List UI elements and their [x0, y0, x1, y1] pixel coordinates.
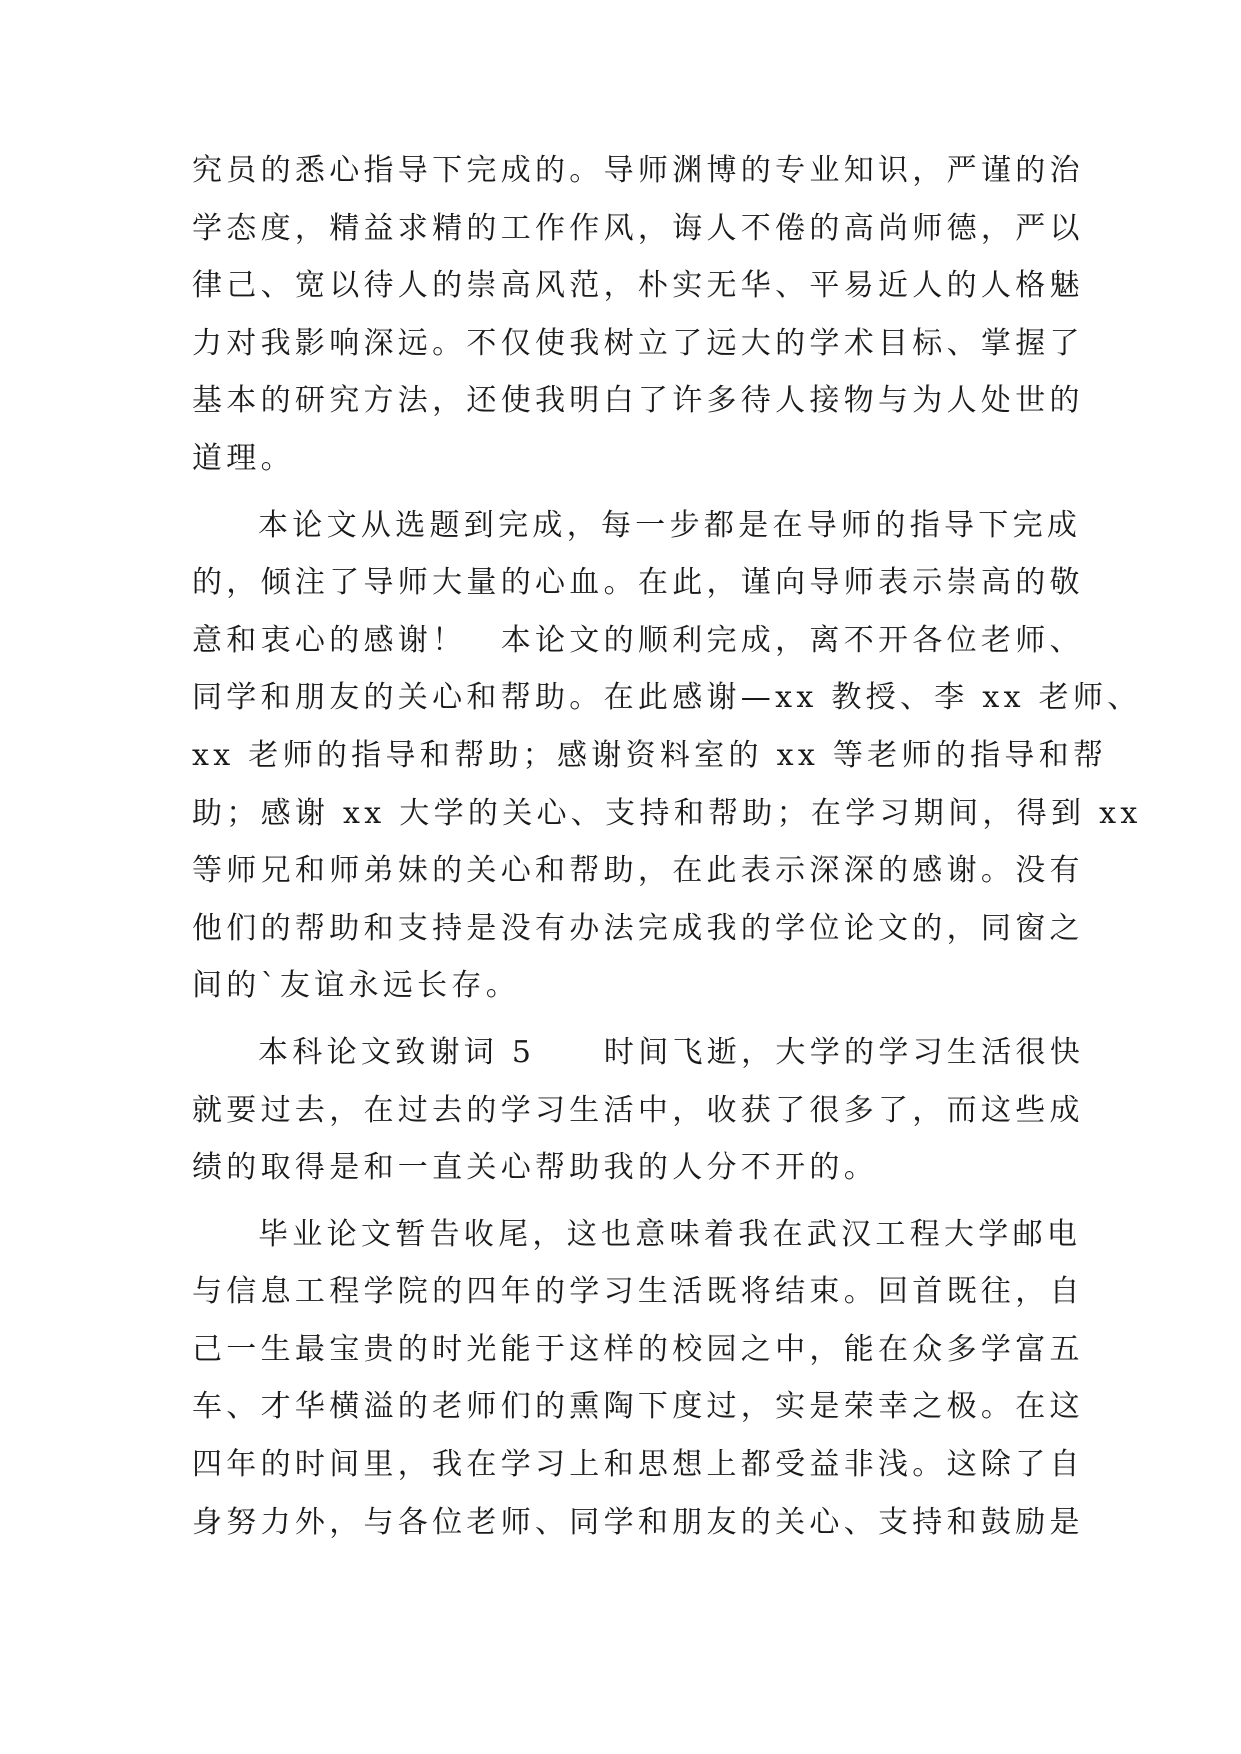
text-line: 的，倾注了导师大量的心血。在此，谨向导师表示崇高的敬 — [192, 565, 1084, 601]
text-line: 助；感谢 xx 大学的关心、支持和帮助；在学习期间，得到 xx — [192, 795, 1142, 831]
paragraph-gap — [192, 1197, 1072, 1206]
text-line: 间的`友谊永远长存。 — [192, 968, 520, 1004]
text-line: 他们的帮助和支持是没有办法完成我的学位论文的，同窗之 — [192, 910, 1084, 946]
text-line: 同学和朋友的关心和帮助。在此感谢—xx 教授、李 xx 老师、 — [192, 680, 1142, 716]
paragraph-2 — [192, 497, 1142, 1015]
text-line: 学态度，精益求精的工作作风，诲人不倦的高尚师德，严以 — [192, 210, 1084, 246]
paragraph-1 — [192, 142, 1084, 488]
text-line: 身努力外，与各位老师、同学和朋友的关心、支持和鼓励是 — [192, 1504, 1084, 1540]
text-line: 究员的悉心指导下完成的。导师渊博的专业知识，严谨的治 — [192, 153, 1084, 188]
text-line: 道理。 — [192, 440, 295, 476]
paragraph-gap — [192, 1015, 1072, 1024]
text-line: 绩的取得是和一直关心帮助我的人分不开的。 — [192, 1150, 878, 1186]
paragraph-4 — [192, 1206, 1084, 1552]
text-line: xx 老师的指导和帮助；感谢资料室的 xx 等老师的指导和帮 — [192, 737, 1108, 773]
text-line: 车、才华横溢的老师们的熏陶下度过，实是荣幸之极。在这 — [192, 1389, 1084, 1425]
text-line: 本科论文致谢词 5 时间飞逝，大学的学习生活很快 — [258, 1034, 1085, 1070]
text-line: 就要过去，在过去的学习生活中，收获了很多了，而这些成 — [192, 1092, 1084, 1128]
text-line: 与信息工程学院的四年的学习生活既将结束。回首既往，自 — [192, 1274, 1084, 1310]
text-line: 毕业论文暂告收尾，这也意味着我在武汉工程大学邮电 — [258, 1216, 1082, 1252]
paragraph-gap — [192, 488, 1072, 497]
text-line: 基本的研究方法，还使我明白了许多待人接物与为人处世的 — [192, 383, 1084, 419]
paragraph-3 — [192, 1024, 1085, 1197]
text-line: 等师兄和师弟妹的关心和帮助，在此表示深深的感谢。没有 — [192, 853, 1084, 889]
text-line: 律己、宽以待人的崇高风范，朴实无华、平易近人的人格魅 — [192, 268, 1084, 304]
text-line: 意和衷心的感谢！ 本论文的顺利完成，离不开各位老师、 — [192, 622, 1084, 658]
text-line: 己一生最宝贵的时光能于这样的校园之中，能在众多学富五 — [192, 1331, 1084, 1367]
text-line: 力对我影响深远。不仅使我树立了远大的学术目标、掌握了 — [192, 325, 1084, 361]
text-line: 四年的时间里，我在学习上和思想上都受益非浅。这除了自 — [192, 1447, 1084, 1483]
body-text — [192, 142, 1142, 1551]
text-line: 本论文从选题到完成，每一步都是在导师的指导下完成 — [258, 507, 1082, 543]
